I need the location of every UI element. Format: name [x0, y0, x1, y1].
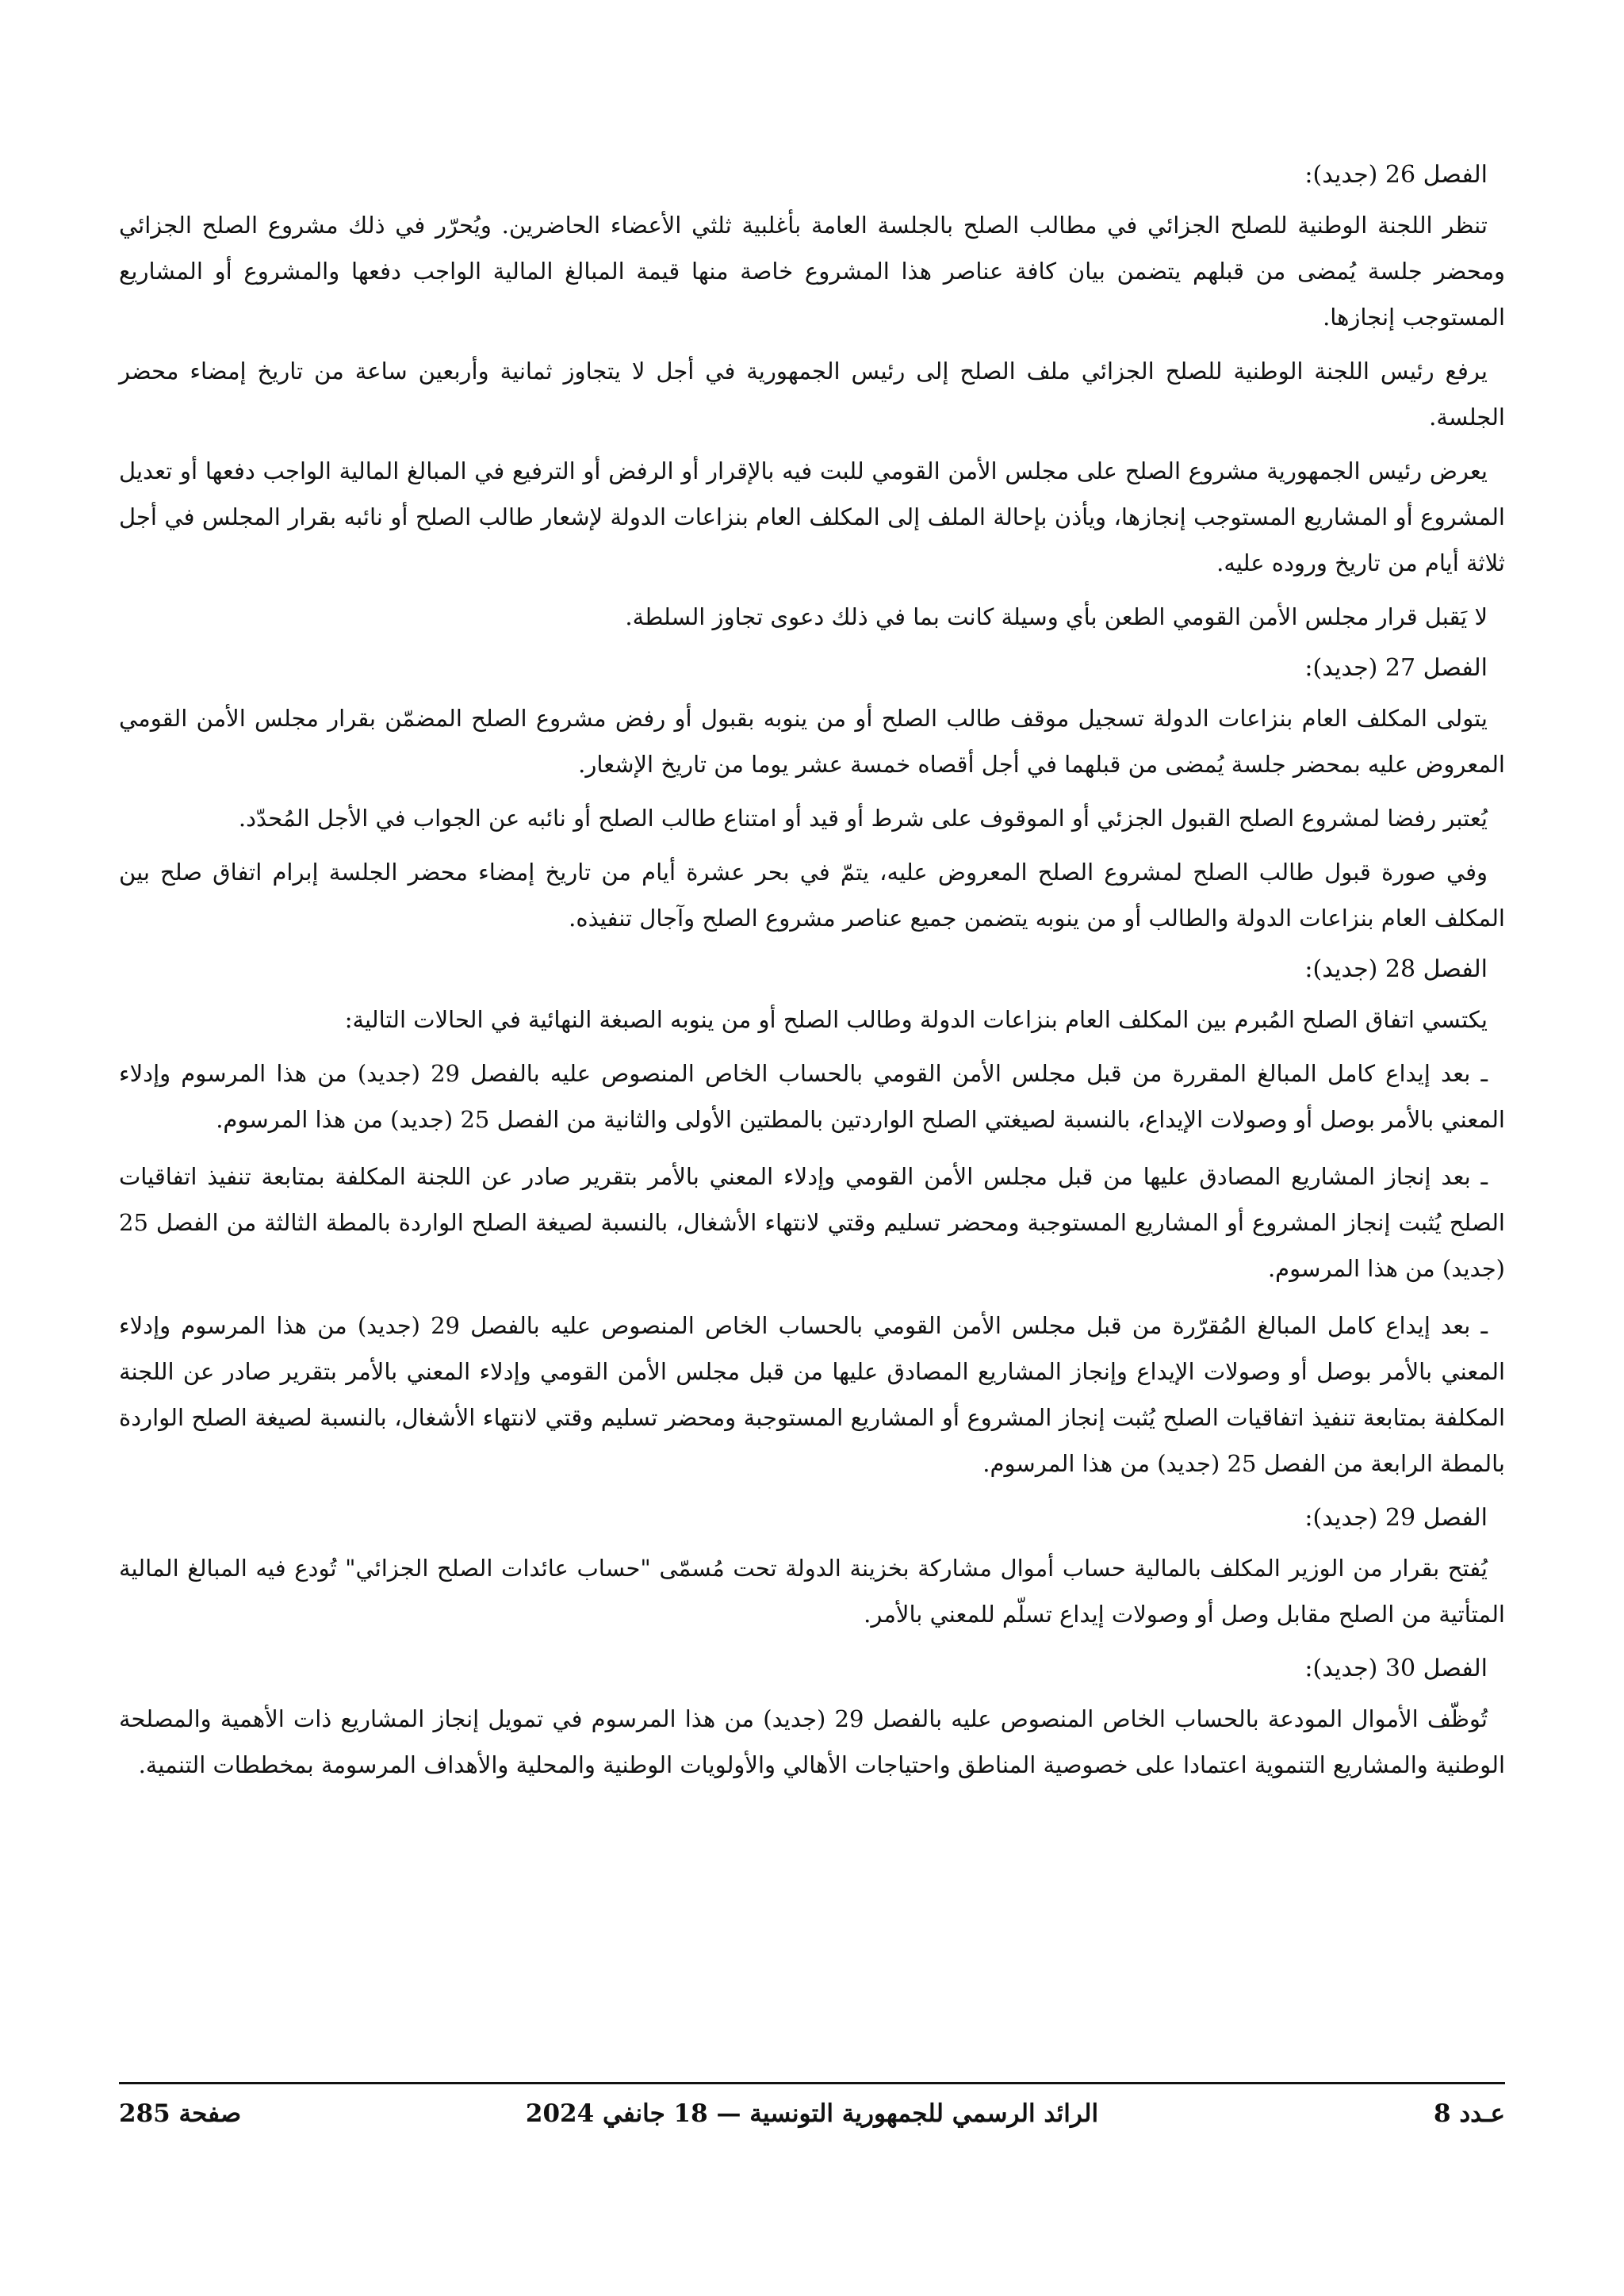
list-item: ـ بعد إيداع كامل المبالغ المُقرّرة من قبل مجلس الأمن القومي بالحساب الخاص المنصوص عليه بالفصل 29 (جديد) من هذا المرسوم وإدلاء المعني بالأمر بوصل أو وصولات الإيداع وإنجاز المشاريع المصادق عليها من قبل مجلس الأمن القومي وإدلاء المعني بالأمر بتقرير صادر عن اللجنة المكلفة بمتابعة تنفيذ اتفاقيات الصلح يُثبت إنجاز المشروع أو المشاريع المستوجبة ومحضر تسليم وقتي لانتهاء الأشغال، بالنسبة لصيغة الصلح الواردة بالمطة الرابعة من الفصل 25 (جديد) من هذا المرسوم.	[119, 1312, 1505, 1477]
article-heading: الفصل 27 (جديد):	[1304, 654, 1488, 682]
paragraph: يُعتبر رفضا لمشروع الصلح القبول الجزئي أو الموقوف على شرط أو قيد أو امتناع طالب الصلح أو نائبه عن الجواب في الأجل المُحدّد.	[238, 805, 1488, 832]
paragraph: يعرض رئيس الجمهورية مشروع الصلح على مجلس الأمن القومي للبت فيه بالإقرار أو الرفض أو الترفيع في المبالغ المالية الواجب دفعها أو تعديل المشروع أو المشاريع المستوجب إنجازها، ويأذن بإحالة الملف إلى المكلف العام بنزاعات الدولة لإشعار طالب الصلح أو نائبه بقرار المجلس في أجل ثلاثة أيام من تاريخ وروده عليه.	[119, 457, 1505, 576]
paragraph: تُوظّف الأموال المودعة بالحساب الخاص المنصوص عليه بالفصل 29 (جديد) من هذا المرسوم في تمويل إنجاز المشاريع ذات الأهمية والمصلحة الوطنية والمشاريع التنموية اعتمادا على خصوصية المناطق واحتياجات الأهالي والأولويات الوطنية والمحلية والأهداف المرسومة بمخططات التنمية.	[119, 1705, 1505, 1778]
paragraph: يُفتح بقرار من الوزير المكلف بالمالية حساب أموال مشاركة بخزينة الدولة تحت مُسمّى "حساب عائدات الصلح الجزائي" تُودع فيه المبالغ المالية المتأتية من الصلح مقابل وصل أو وصولات إيداع تسلّم للمعني بالأمر.	[119, 1555, 1505, 1628]
page-number: صفحة 285	[119, 2099, 242, 2128]
paragraph: وفي صورة قبول طالب الصلح لمشروع الصلح المعروض عليه، يتمّ في بحر عشرة أيام من تاريخ إمضاء محضر الجلسة إبرام اتفاق صلح بين المكلف العام بنزاعات الدولة والطالب أو من ينوبه يتضمن جميع عناصر مشروع الصلح وآجال تنفيذه.	[119, 859, 1505, 932]
article-heading: الفصل 28 (جديد):	[1304, 955, 1488, 983]
list-item: ـ بعد إنجاز المشاريع المصادق عليها من قبل مجلس الأمن القومي وإدلاء المعني بالأمر بتقرير صادر عن اللجنة المكلفة بمتابعة تنفيذ اتفاقيات الصلح يُثبت إنجاز المشروع أو المشاريع المستوجبة ومحضر تسليم وقتي لانتهاء الأشغال، بالنسبة لصيغة الصلح الواردة بالمطة الثالثة من الفصل 25 (جديد) من هذا المرسوم.	[119, 1163, 1505, 1282]
list-item: ـ بعد إيداع كامل المبالغ المقررة من قبل مجلس الأمن القومي بالحساب الخاص المنصوص عليه بالفصل 29 (جديد) من هذا المرسوم وإدلاء المعني بالأمر بوصل أو وصولات الإيداع، بالنسبة لصيغتي الصلح الواردتين بالمطتين الأولى والثانية من الفصل 25 (جديد) من هذا المرسوم.	[119, 1060, 1505, 1133]
gazette-title: الرائد الرسمي للجمهورية التونسية — 18 جانفي 2024	[525, 2099, 1099, 2128]
article-heading: الفصل 29 (جديد):	[1304, 1504, 1488, 1532]
article-heading: الفصل 30 (جديد):	[1304, 1655, 1488, 1682]
document-body	[119, 155, 1505, 1799]
footer-divider	[119, 2082, 1505, 2084]
issue-number: عـدد 8	[1433, 2099, 1505, 2128]
paragraph: تنظر اللجنة الوطنية للصلح الجزائي في مطالب الصلح بالجلسة العامة بأغلبية ثلثي الأعضاء الحاضرين. ويُحرّر في ذلك مشروع الصلح الجزائي ومحضر جلسة يُمضى من قبلهم يتضمن بيان كافة عناصر هذا المشروع خاصة منها قيمة المبالغ المالية الواجب دفعها والمشروع أو المشاريع المستوجب إنجازها.	[119, 212, 1505, 331]
page-footer	[119, 2099, 1505, 2139]
paragraph: يكتسي اتفاق الصلح المُبرم بين المكلف العام بنزاعات الدولة وطالب الصلح أو من ينوبه الصبغة النهائية في الحالات التالية:	[344, 1006, 1488, 1033]
paragraph: يرفع رئيس اللجنة الوطنية للصلح الجزائي ملف الصلح إلى رئيس الجمهورية في أجل لا يتجاوز ثمانية وأربعين ساعة من تاريخ إمضاء محضر الجلسة.	[119, 358, 1505, 430]
paragraph: لا يَقبل قرار مجلس الأمن القومي الطعن بأي وسيلة كانت بما في ذلك دعوى تجاوز السلطة.	[625, 603, 1488, 630]
paragraph: يتولى المكلف العام بنزاعات الدولة تسجيل موقف طالب الصلح أو من ينوبه بقبول أو رفض مشروع الصلح المضمّن بقرار مجلس الأمن القومي المعروض عليه بمحضر جلسة يُمضى من قبلهما في أجل أقصاه خمسة عشر يوما من تاريخ الإشعار.	[119, 705, 1505, 778]
article-heading: الفصل 26 (جديد):	[1304, 161, 1488, 189]
